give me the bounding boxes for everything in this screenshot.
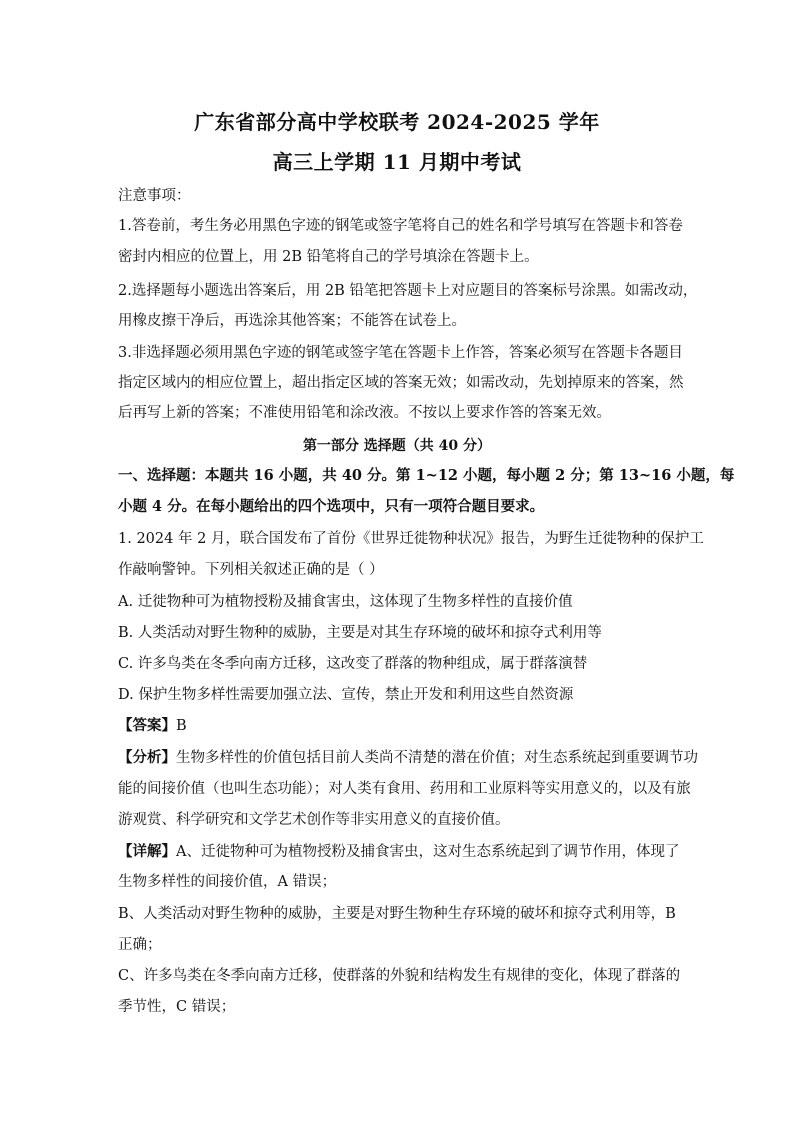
notes-line: 后再写上新的答案；不准使用铅笔和涂改液。不按以上要求作答的答案无效。	[118, 405, 611, 421]
notes-heading: 注意事项：	[118, 188, 191, 204]
detail-line: 季节性，C 错误；	[118, 999, 236, 1015]
notes-line: 用橡皮擦干净后，再选涂其他答案；不能答在试卷上。	[118, 313, 466, 329]
answer-label: 【答案】	[118, 717, 176, 734]
detail-line: B、人类活动对野生物种的威胁，主要是对野生物种生存环境的破坏和掠夺式利用等，B	[118, 906, 676, 922]
document-title-line2: 高三上学期 11 月期中考试	[272, 150, 522, 174]
analysis-line1	[118, 748, 698, 768]
question-option-c: C. 许多鸟类在冬季向南方迁移，这改变了群落的物种组成，属于群落演替	[118, 656, 588, 672]
detail-line1	[118, 842, 678, 862]
question-option-b: B. 人类活动对野生物种的威胁，主要是对其生存环境的破坏和掠夺式利用等	[118, 625, 602, 641]
question-stem-line1: 1. 2024 年 2 月，联合国发布了首份《世界迁徙物种状况》报告，为野生迁徙物种的保护工	[118, 531, 704, 547]
section-instructions-line1: 一、选择题：本题共 16 小题，共 40 分。第 1~12 小题，每小题 2 分；第 13~16 小题，每	[118, 467, 735, 484]
detail-line: 生物多样性的间接价值，A 错误；	[118, 874, 337, 890]
notes-line: 2.选择题每小题选出答案后，用 2B 铅笔把答题卡上对应题目的答案标号涂黑。如需改动，	[118, 283, 698, 299]
answer-line	[118, 716, 678, 736]
notes-line: 1.答卷前，考生务必用黑色字迹的钢笔或签字笔将自己的姓名和学号填写在答题卡和答卷	[118, 218, 683, 234]
analysis-label: 【分析】	[118, 749, 176, 766]
section-instructions-line2: 小题 4 分。在每小题给出的四个选项中，只有一项符合题目要求。	[118, 498, 545, 515]
analysis-line2: 能的间接价值（也叫生态功能）；对人类有食用、药用和工业原料等实用意义的，以及有旅	[118, 781, 691, 797]
analysis-text: 生物多样性的价值包括目前人类尚不清楚的潜在价值；对生态系统起到重要调节功	[176, 750, 698, 766]
part-heading: 第一部分 选择题（共 40 分）	[302, 438, 492, 454]
question-stem-line2: 作敲响警钟。下列相关叙述正确的是（ ）	[118, 562, 384, 578]
question-option-d: D. 保护生物多样性需要加强立法、宣传，禁止开发和利用这些自然资源	[118, 687, 574, 703]
notes-line: 指定区域内的相应位置上，超出指定区域的答案无效；如需改动，先划掉原来的答案，然	[118, 375, 684, 391]
analysis-line3: 游观赏、科学研究和文学艺术创作等非实用意义的直接价值。	[118, 812, 510, 828]
notes-line: 密封内相应的位置上，用 2B 铅笔将自己的学号填涂在答题卡上。	[118, 249, 539, 265]
notes-line: 3.非选择题必须用黑色字迹的钢笔或签字笔在答题卡上作答，答案必须写在答题卡各题目	[118, 345, 683, 361]
detail-line: C、许多鸟类在冬季向南方迁移，使群落的外貌和结构发生有规律的变化，体现了群落的	[118, 968, 681, 984]
detail-text: A、迁徙物种可为植物授粉及捕食害虫，这对生态系统起到了调节作用，体现了	[176, 844, 680, 860]
detail-label: 【详解】	[118, 843, 176, 860]
question-option-a: A. 迁徙物种可为植物授粉及捕食害虫，这体现了生物多样性的直接价值	[118, 594, 573, 610]
detail-line: 正确；	[118, 937, 162, 953]
document-title-line1: 广东省部分高中学校联考 2024-2025 学年	[194, 110, 600, 134]
answer-value: B	[176, 718, 187, 734]
